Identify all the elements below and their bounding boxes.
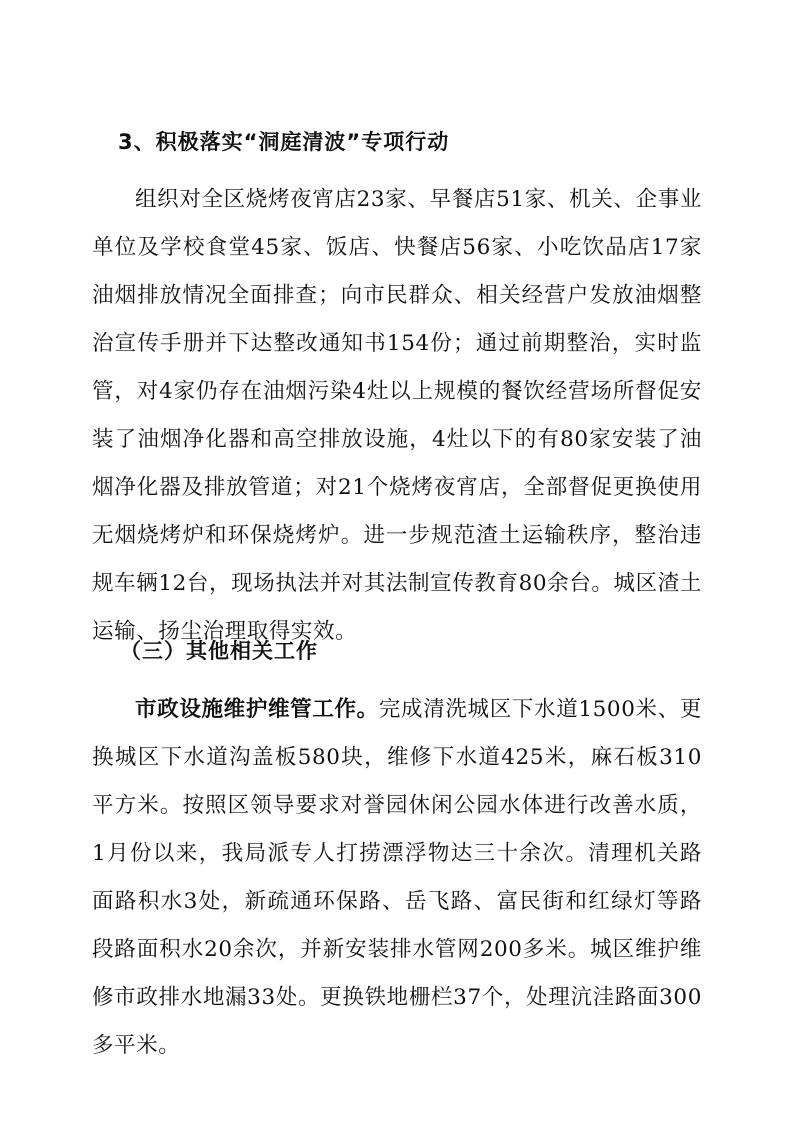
paragraph-other-body: 完成清洗城区下水道1500米、更换城区下水道沟盖板580块，维修下水道425米，麻石板310平方米。按照区领导要求对誉园休闲公园水体进行改善水质，1月份以来，我局派专人打捞漂浮物达三十余次。清理机关路面路积水3处，新疏通环保路、岳飞路、富民街和红绿灯等路段路面积水20余次，并新安装排水管网200多米。城区维护维修市政排水地漏33处。更换铁地栅栏37个，处理沆洼路面300多平米。 — [92, 697, 702, 1058]
paragraph-other-work — [92, 686, 702, 1070]
section-heading-other: （三）其他相关工作 — [120, 639, 318, 663]
paragraph-action-body: 组织对全区烧烤夜宵店23家、早餐店51家、机关、企事业单位及学校食堂45家、饭店、快餐店56家、小吃饮品店17家油烟排放情况全面排查；向市民群众、相关经营户发放油烟整治宣传手册并下达整改通知书154份；通过前期整治，实时监管，对4家仍存在油烟污染4灶以上规模的餐饮经营场所督促安装了油烟净化器和高空排放设施，4灶以下的有80家安装了油烟净化器及排放管道；对21个烧烤夜宵店，全部督促更换使用无烟烧烤炉和环保烧烤炉。进一步规范渣土运输秩序，整治违规车辆12台，现场执法并对其法制宣传教育80余台。城区渣土运输、扬尘治理取得实效。 — [92, 187, 702, 644]
section-heading-action: 3、积极落实“洞庭清波”专项行动 — [118, 130, 450, 154]
paragraph-lead-title: 市政设施维护维管工作。 — [135, 697, 379, 722]
